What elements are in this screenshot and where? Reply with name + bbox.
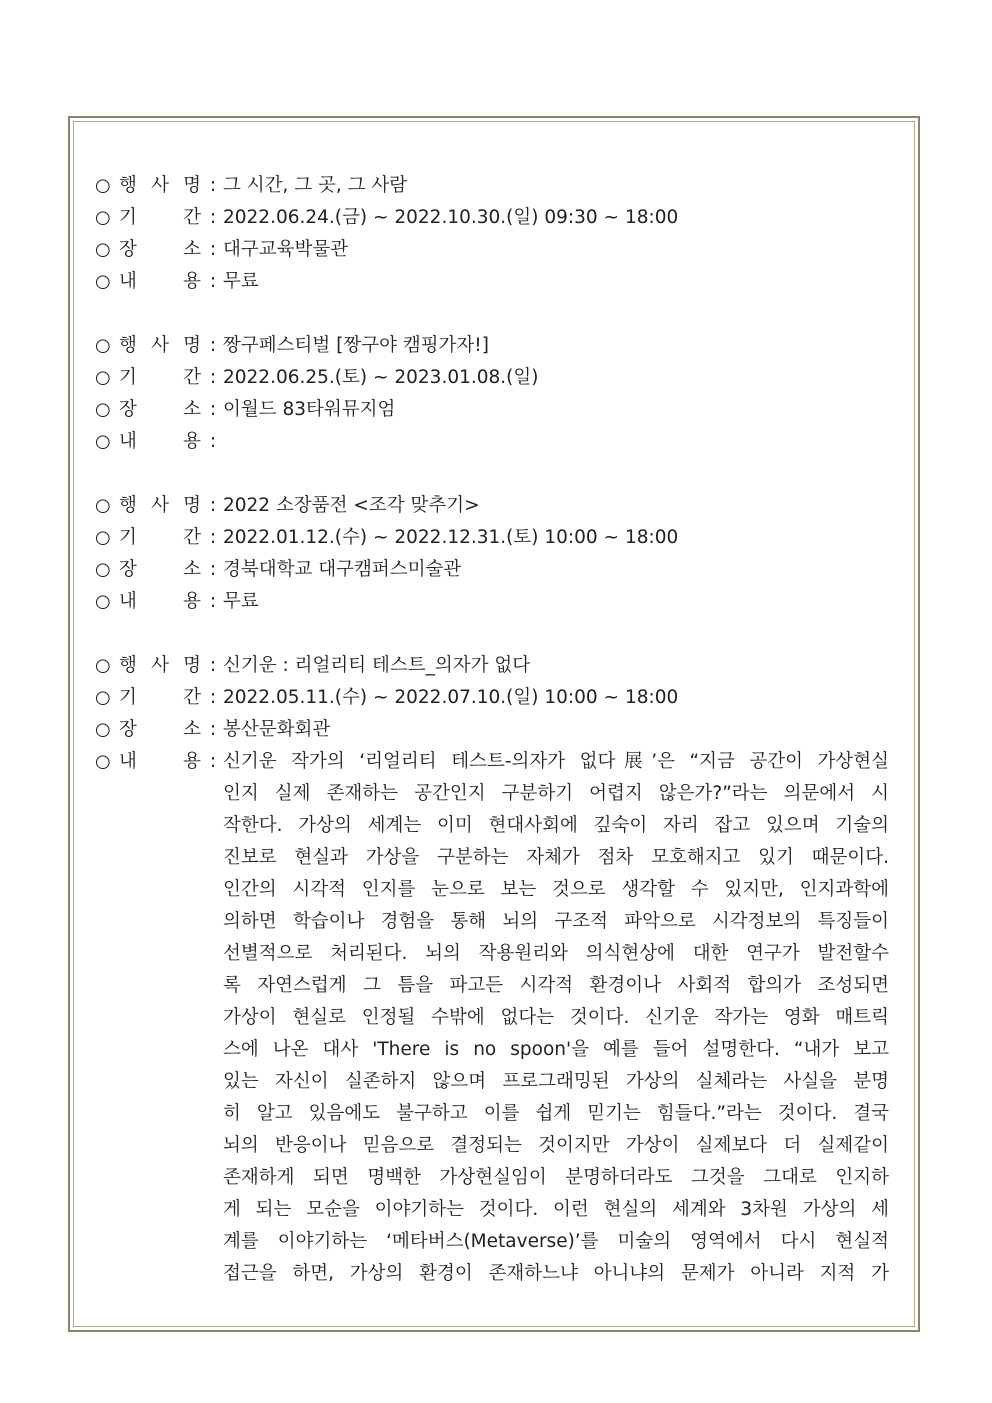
field-label-char: 명 bbox=[183, 655, 201, 676]
event-name-row bbox=[95, 170, 905, 202]
field-label-char: 용 bbox=[183, 271, 201, 292]
field-label-char: 기 bbox=[119, 207, 137, 228]
field-label-char: 용 bbox=[183, 431, 201, 452]
bullet-circle-icon: ○ bbox=[95, 495, 111, 516]
description-line: 스에 나온 대사 'There is no spoon'을 예를 들어 설명한다. “내가 보고 bbox=[223, 1039, 889, 1060]
description-line: 가상이 현실로 인정될 수밖에 없다는 것이다. 신기운 작가는 영화 매트릭 bbox=[223, 1007, 889, 1028]
field-colon: : bbox=[209, 719, 217, 740]
event-description bbox=[223, 746, 889, 1290]
event-period-value: 2022.06.25.(토) ~ 2023.01.08.(일) bbox=[223, 367, 539, 388]
field-label-char: 명 bbox=[183, 175, 201, 196]
field-label bbox=[119, 394, 203, 426]
field-label-char: 용 bbox=[183, 591, 201, 612]
field-label bbox=[119, 330, 203, 362]
event-block bbox=[95, 330, 905, 458]
bullet-circle-icon: ○ bbox=[95, 527, 111, 548]
field-label-char: 행 bbox=[119, 175, 137, 196]
description-line: 인지 실제 존재하는 공간인지 구분하기 어렵지 않은가?”라는 의문에서 시 bbox=[223, 783, 889, 804]
field-label-char: 기 bbox=[119, 687, 137, 708]
field-colon: : bbox=[209, 527, 217, 548]
description-line: 존재하게 되면 명백한 가상현실임이 분명하더라도 그것을 그대로 인지하 bbox=[223, 1167, 889, 1188]
event-content-value: 무료 bbox=[223, 271, 259, 292]
field-label bbox=[119, 682, 203, 714]
field-label bbox=[119, 266, 203, 298]
event-place-row bbox=[95, 394, 905, 426]
description-line: 인간의 시각적 인지를 눈으로 보는 것으로 생각할 수 있지만, 인지과학에 bbox=[223, 879, 889, 900]
field-label-char: 행 bbox=[119, 335, 137, 356]
field-label-char: 간 bbox=[183, 687, 201, 708]
event-period-row bbox=[95, 522, 905, 554]
event-name-row bbox=[95, 650, 905, 682]
event-place-row bbox=[95, 234, 905, 266]
field-label bbox=[119, 746, 203, 778]
event-period-value: 2022.01.12.(수) ~ 2022.12.31.(토) 10:00 ~ 18:00 bbox=[223, 527, 679, 548]
description-line: 작한다. 가상의 세계는 이미 현대사회에 깊숙이 자리 잡고 있으며 기술의 bbox=[223, 815, 889, 836]
field-label-char: 소 bbox=[183, 559, 201, 580]
event-name-value: 2022 소장품전 <조각 맞추기> bbox=[223, 495, 480, 516]
description-line: 접근을 하면, 가상의 환경이 존재하느냐 아니냐의 문제가 아니라 지적 가 bbox=[223, 1263, 889, 1284]
event-period-row bbox=[95, 682, 905, 714]
description-line: 있는 자신이 실존하지 않으며 프로그래밍된 가상의 실체라는 사실을 분명 bbox=[223, 1071, 889, 1092]
field-colon: : bbox=[209, 655, 217, 676]
event-name-row bbox=[95, 330, 905, 362]
bullet-circle-icon: ○ bbox=[95, 175, 111, 196]
field-label-char: 기 bbox=[119, 527, 137, 548]
description-line: 히 알고 있음에도 불구하고 이를 쉽게 믿기는 힘들다.”라는 것이다. 결국 bbox=[223, 1103, 889, 1124]
event-name-row bbox=[95, 490, 905, 522]
event-content-row bbox=[95, 266, 905, 298]
description-line: 록 자연스럽게 그 틈을 파고든 시각적 환경이나 사회적 합의가 조성되면 bbox=[223, 975, 889, 996]
field-colon: : bbox=[209, 559, 217, 580]
event-name-value: 신기운 : 리얼리티 테스트_의자가 없다 bbox=[223, 655, 531, 676]
field-label-char: 장 bbox=[119, 239, 137, 260]
event-place-row bbox=[95, 554, 905, 586]
event-place-value: 봉산문화회관 bbox=[223, 719, 331, 740]
event-place-value: 경북대학교 대구캠퍼스미술관 bbox=[223, 559, 462, 580]
description-line: 진보로 현실과 가상을 구분하는 자체가 점차 모호해지고 있기 때문이다. bbox=[223, 847, 889, 868]
field-label-char: 간 bbox=[183, 367, 201, 388]
description-line: 계를 이야기하는 ‘메타버스(Metaverse)’를 미술의 영역에서 다시 현실적 bbox=[223, 1231, 889, 1252]
field-label bbox=[119, 586, 203, 618]
field-label bbox=[119, 522, 203, 554]
field-label-char: 사 bbox=[151, 495, 169, 516]
bullet-circle-icon: ○ bbox=[95, 367, 111, 388]
event-content-row bbox=[95, 746, 905, 1290]
bullet-circle-icon: ○ bbox=[95, 559, 111, 580]
event-block bbox=[95, 490, 905, 618]
field-label-char: 행 bbox=[119, 495, 137, 516]
field-colon: : bbox=[209, 431, 217, 452]
field-label-char: 사 bbox=[151, 335, 169, 356]
field-label bbox=[119, 650, 203, 682]
event-place-row bbox=[95, 714, 905, 746]
field-label-char: 소 bbox=[183, 399, 201, 420]
field-label-char: 기 bbox=[119, 367, 137, 388]
field-label bbox=[119, 202, 203, 234]
field-colon: : bbox=[209, 367, 217, 388]
field-label-char: 간 bbox=[183, 207, 201, 228]
field-label bbox=[119, 362, 203, 394]
description-line: 의하면 학습이나 경험을 통해 뇌의 구조적 파악으로 시각정보의 특징들이 bbox=[223, 911, 889, 932]
field-label-char: 명 bbox=[183, 495, 201, 516]
bullet-circle-icon: ○ bbox=[95, 271, 111, 292]
field-colon: : bbox=[209, 687, 217, 708]
field-label-char: 내 bbox=[119, 751, 137, 772]
event-block bbox=[95, 170, 905, 298]
field-colon: : bbox=[209, 751, 217, 772]
description-line: 뇌의 반응이나 믿음으로 결정되는 것이지만 가상이 실제보다 더 실제같이 bbox=[223, 1135, 889, 1156]
event-place-value: 대구교육박물관 bbox=[223, 239, 349, 260]
event-list bbox=[95, 170, 905, 1322]
field-label-char: 용 bbox=[183, 751, 201, 772]
event-block bbox=[95, 650, 905, 1290]
field-label-char: 소 bbox=[183, 239, 201, 260]
bullet-circle-icon: ○ bbox=[95, 239, 111, 260]
field-colon: : bbox=[209, 271, 217, 292]
field-label-char: 장 bbox=[119, 719, 137, 740]
bullet-circle-icon: ○ bbox=[95, 655, 111, 676]
description-line: 선별적으로 처리된다. 뇌의 작용원리와 의식현상에 대한 연구가 발전할수 bbox=[223, 943, 889, 964]
event-name-value: 짱구페스티벌 [짱구야 캠핑가자!] bbox=[223, 335, 489, 356]
description-line: 게 되는 모순을 이야기하는 것이다. 이런 현실의 세계와 3차원 가상의 세 bbox=[223, 1199, 889, 1220]
field-label-char: 내 bbox=[119, 431, 137, 452]
field-label-char: 내 bbox=[119, 591, 137, 612]
field-label-char: 장 bbox=[119, 559, 137, 580]
event-content-row bbox=[95, 426, 905, 458]
description-line: 신기운 작가의 ‘리얼리티 테스트-의자가 없다展’은 “지금 공간이 가상현실 bbox=[223, 751, 889, 772]
field-colon: : bbox=[209, 399, 217, 420]
bullet-circle-icon: ○ bbox=[95, 751, 111, 772]
field-label-char: 명 bbox=[183, 335, 201, 356]
event-period-value: 2022.05.11.(수) ~ 2022.07.10.(일) 10:00 ~ 18:00 bbox=[223, 687, 679, 708]
field-label-char: 간 bbox=[183, 527, 201, 548]
event-period-row bbox=[95, 362, 905, 394]
bullet-circle-icon: ○ bbox=[95, 431, 111, 452]
field-label bbox=[119, 490, 203, 522]
event-content-value: 무료 bbox=[223, 591, 259, 612]
bullet-circle-icon: ○ bbox=[95, 719, 111, 740]
field-label-char: 행 bbox=[119, 655, 137, 676]
bullet-circle-icon: ○ bbox=[95, 207, 111, 228]
bullet-circle-icon: ○ bbox=[95, 335, 111, 356]
field-label bbox=[119, 554, 203, 586]
field-label-char: 사 bbox=[151, 175, 169, 196]
field-colon: : bbox=[209, 207, 217, 228]
bullet-circle-icon: ○ bbox=[95, 591, 111, 612]
bullet-circle-icon: ○ bbox=[95, 687, 111, 708]
field-label bbox=[119, 170, 203, 202]
field-label-char: 사 bbox=[151, 655, 169, 676]
field-label-char: 내 bbox=[119, 271, 137, 292]
field-label-char: 소 bbox=[183, 719, 201, 740]
event-period-row bbox=[95, 202, 905, 234]
field-label-char: 장 bbox=[119, 399, 137, 420]
event-place-value: 이월드 83타워뮤지엄 bbox=[223, 399, 396, 420]
field-label bbox=[119, 714, 203, 746]
field-label bbox=[119, 426, 203, 458]
field-colon: : bbox=[209, 239, 217, 260]
field-label bbox=[119, 234, 203, 266]
field-colon: : bbox=[209, 495, 217, 516]
bullet-circle-icon: ○ bbox=[95, 399, 111, 420]
event-period-value: 2022.06.24.(금) ~ 2022.10.30.(일) 09:30 ~ 18:00 bbox=[223, 207, 679, 228]
event-name-value: 그 시간, 그 곳, 그 사람 bbox=[223, 175, 408, 196]
field-colon: : bbox=[209, 335, 217, 356]
field-colon: : bbox=[209, 175, 217, 196]
field-colon: : bbox=[209, 591, 217, 612]
event-content-row bbox=[95, 586, 905, 618]
